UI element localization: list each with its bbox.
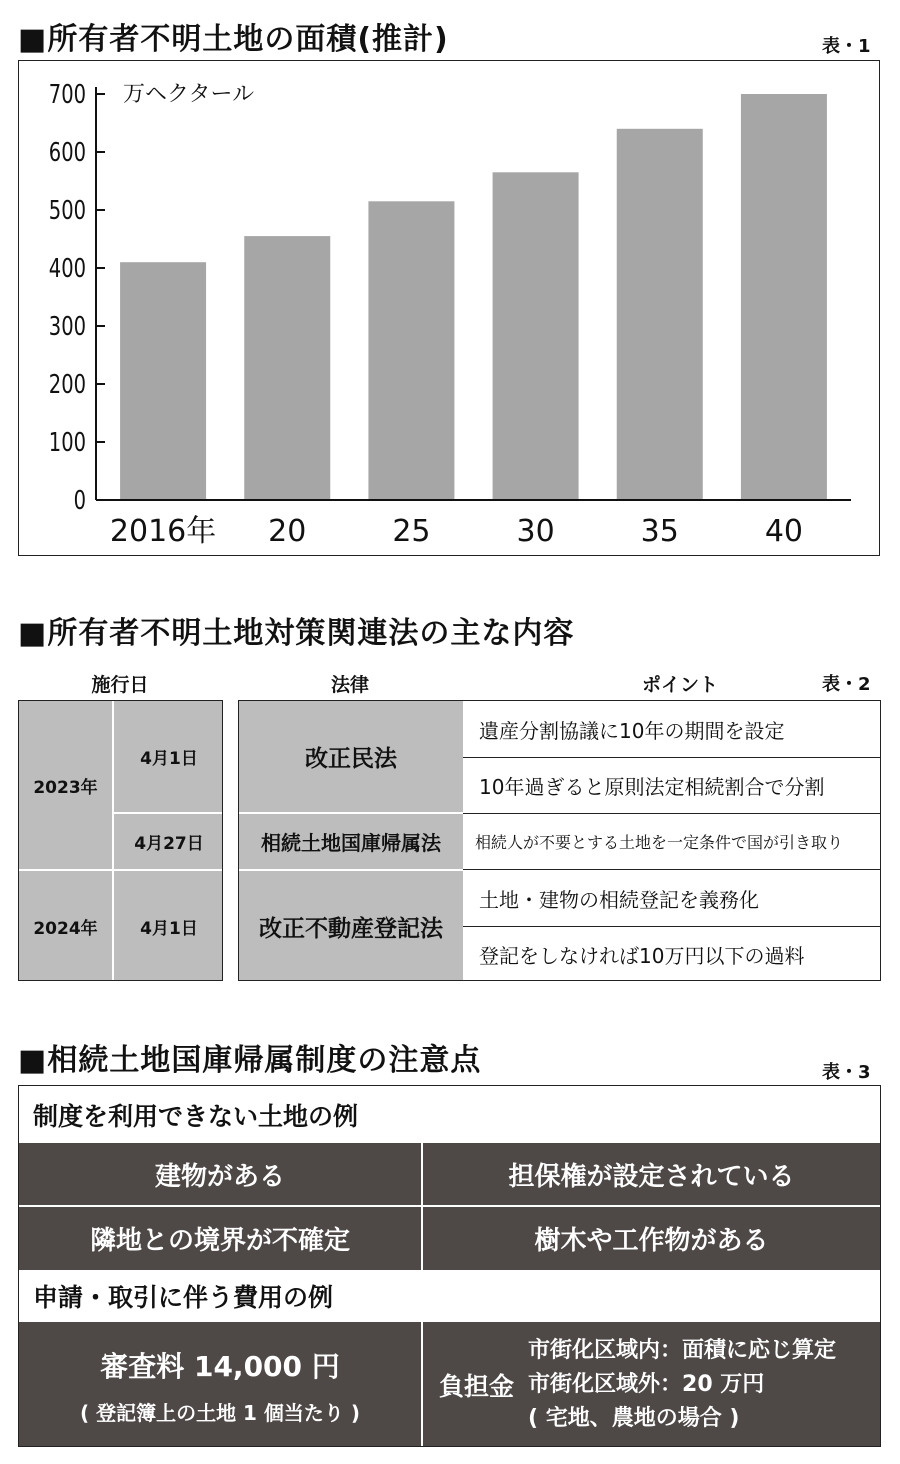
- y-tick-label: 300: [48, 312, 86, 342]
- date-2024-apr1: 4月1日: [114, 871, 223, 981]
- y-tick-label: 0: [73, 486, 86, 516]
- chart-title: ■所有者不明土地の面積(推計): [18, 22, 449, 57]
- bar: [244, 236, 330, 500]
- example-trees-structures: 樹木や工作物がある: [423, 1207, 880, 1270]
- notes-table: [18, 1085, 881, 1447]
- screening-fee-cell: [19, 1322, 421, 1447]
- year-2023: 2023年: [19, 701, 112, 869]
- header-law: 法律: [330, 674, 369, 696]
- burden-line: ( 宅地、農地の場合 ): [528, 1406, 740, 1431]
- unusable-land-header: 制度を利用できない土地の例: [33, 1101, 359, 1131]
- screening-fee: 審査料 14,000 円: [100, 1349, 340, 1383]
- burden-line: 市街化区域外：20 万円: [528, 1372, 765, 1397]
- point-row: 10年過ぎると原則法定相続割合で分割: [463, 757, 881, 813]
- example-building: 建物がある: [19, 1143, 421, 1205]
- y-tick-label: 500: [48, 196, 86, 226]
- x-tick-label: 25: [392, 514, 431, 549]
- x-tick-label: 40: [764, 514, 804, 549]
- burden-details: [528, 1334, 836, 1436]
- law-block: [238, 700, 881, 981]
- x-tick-label: 20: [268, 514, 307, 549]
- burden-label: 負担金: [439, 1372, 515, 1401]
- law-return-to-state: 相続土地国庫帰属法: [239, 814, 463, 869]
- y-tick-label: 200: [48, 370, 86, 400]
- law-section-title: ■所有者不明土地対策関連法の主な内容: [18, 616, 575, 651]
- point-row: 登記をしなければ10万円以下の過料: [463, 926, 881, 981]
- notes-section-title: ■相続土地国庫帰属制度の注意点: [18, 1043, 482, 1078]
- bar: [493, 172, 579, 500]
- date-2023-apr27: 4月27日: [114, 814, 223, 869]
- screening-fee-note: ( 登記簿上の土地 1 個当たり ): [79, 1400, 361, 1425]
- y-tick-label: 400: [48, 254, 86, 284]
- law-real-property-registration: 改正不動産登記法: [239, 871, 463, 981]
- bar: [617, 129, 703, 500]
- header-date: 施行日: [91, 674, 149, 696]
- example-boundary: 隣地との境界が不確定: [19, 1207, 421, 1270]
- fees-header: 申請・取引に伴う費用の例: [33, 1283, 334, 1312]
- date-2023-apr1: 4月1日: [114, 701, 223, 812]
- x-tick-label: 2016年: [109, 514, 217, 549]
- table2-tag: 表・2: [822, 674, 871, 695]
- burden-cell: [423, 1322, 880, 1447]
- table3-tag: 表・3: [822, 1062, 871, 1083]
- bar: [741, 94, 827, 500]
- point-row: 土地・建物の相続登記を義務化: [479, 887, 759, 912]
- x-tick-label: 35: [640, 514, 679, 549]
- law-divider: [239, 869, 463, 871]
- unit-label: 万ヘクタール: [123, 82, 255, 107]
- bar: [120, 262, 206, 500]
- header-point: ポイント: [641, 674, 718, 696]
- date-block: [18, 700, 223, 981]
- row-divider: [19, 869, 223, 871]
- example-security-interest: 担保権が設定されている: [423, 1143, 880, 1205]
- bar: [368, 201, 454, 500]
- point-row: 遺産分割協議に10年の期間を設定: [479, 718, 785, 743]
- burden-line: 市街化区域内：面積に応じ算定: [528, 1338, 837, 1363]
- y-tick-label: 600: [48, 138, 86, 168]
- col-divider: [112, 701, 114, 981]
- point-row: 相続人が不要とする土地を一定条件で国が引き取り: [463, 813, 881, 870]
- y-tick-label: 100: [48, 428, 86, 458]
- table1-tag: 表・1: [822, 36, 871, 57]
- x-tick-label: 30: [516, 514, 555, 549]
- law-divider: [239, 812, 463, 814]
- year-2024: 2024年: [19, 871, 112, 981]
- date-divider: [114, 812, 223, 814]
- bar-chart: [19, 61, 878, 554]
- law-civil-code: 改正民法: [239, 701, 463, 812]
- y-tick-label: 700: [48, 80, 86, 110]
- chart-frame: [18, 60, 880, 556]
